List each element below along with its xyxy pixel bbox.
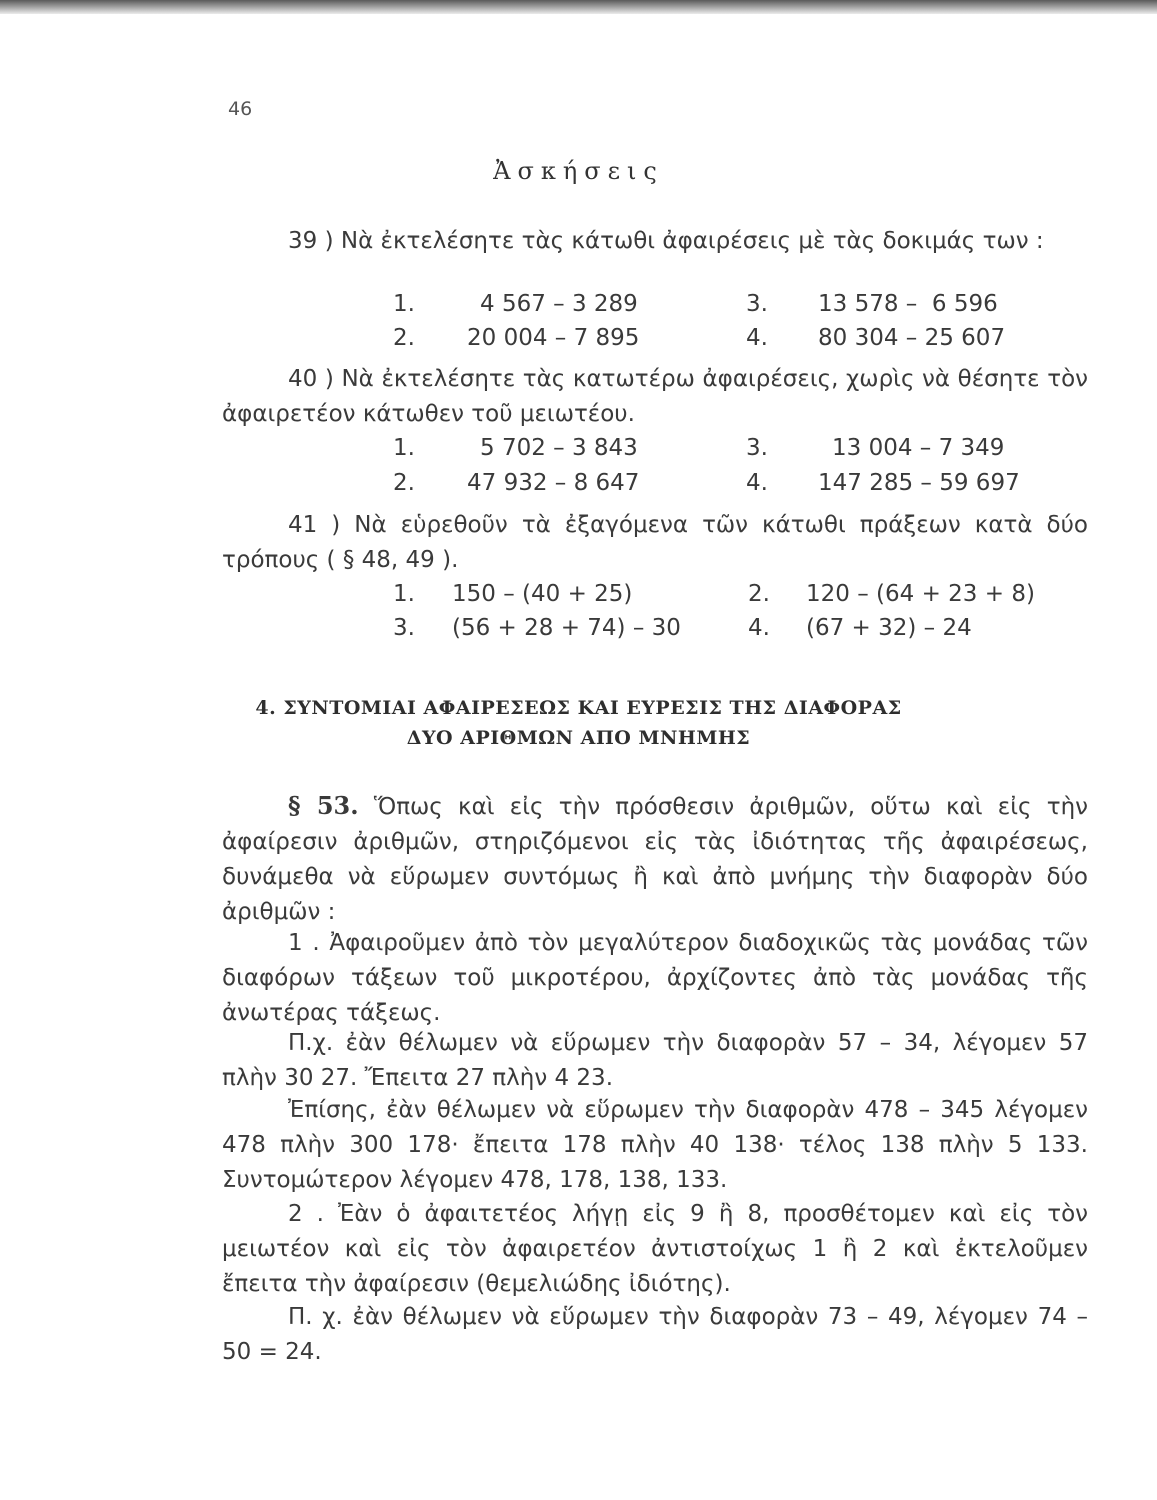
exercise-39-intro: 39 ) Νὰ ἐκτελέσητε τὰς κάτωθι ἀφαιρέσεις μὲ τὰς δοκιμάς των : bbox=[288, 228, 1044, 254]
item-number: 1. bbox=[393, 435, 415, 461]
exercise-41-intro: 41 ) Νὰ εὑρεθοῦν τὰ ἐξαγόμενα τῶν κάτωθι πράξεων κατὰ δύο τρόπους ( § 48, 49 ). bbox=[222, 512, 1088, 573]
exercise-41-row bbox=[0, 578, 1035, 610]
item-expression: 80 304 – 25 607 bbox=[818, 325, 1006, 351]
section-mark: § 53. bbox=[288, 791, 359, 820]
item-number: 3. bbox=[746, 435, 768, 461]
item-expression: (67 + 32) – 24 bbox=[806, 615, 972, 641]
item-expression: 147 285 – 59 697 bbox=[818, 470, 1020, 496]
item-number: 2. bbox=[393, 470, 415, 496]
item-number: 2. bbox=[748, 581, 770, 607]
item-number: 4. bbox=[746, 325, 768, 351]
exercise-40-intro: 40 ) Νὰ ἐκτελέσητε τὰς κατωτέρω ἀφαιρέσεις, χωρὶς νὰ θέσητε τὸν ἀφαιρετέον κάτωθεν τοῦ μειωτέου. bbox=[222, 366, 1088, 427]
item-expression: (56 + 28 + 74) – 30 bbox=[452, 615, 681, 641]
chapter-heading-line-1: 4. ΣΥΝΤΟΜΙΑΙ ΑΦΑΙΡΕΣΕΩΣ ΚΑΙ ΕΥΡΕΣΙΣ ΤΗΣ ΔΙΑΦΟΡΑΣ bbox=[255, 697, 902, 719]
exercise-39-row bbox=[0, 288, 998, 320]
item-number: 1. bbox=[393, 291, 415, 317]
page-number: 46 bbox=[228, 98, 253, 120]
paragraph-53 bbox=[222, 788, 1088, 930]
scan-top-edge bbox=[0, 0, 1157, 14]
item-number: 3. bbox=[393, 615, 415, 641]
example-3: Π. χ. ἐὰν θέλωμεν νὰ εὕρωμεν τὴν διαφορὰν 73 – 49, λέγομεν 74 – 50 = 24. bbox=[222, 1304, 1088, 1365]
item-expression: 20 004 – 7 895 bbox=[467, 325, 640, 351]
example-1: Π.χ. ἐὰν θέλωμεν νὰ εὕρωμεν τὴν διαφορὰν 57 – 34, λέγομεν 57 πλὴν 30 27. Ἔπειτα 27 πλὴν 4 23. bbox=[222, 1030, 1088, 1091]
paragraph-53-text: Ὅπως καὶ εἰς τὴν πρόσθεσιν ἀριθμῶν, οὕτω καὶ εἰς τὴν ἀφαίρεσιν ἀριθμῶν, στηριζόμενοι εἰς τὰς ἰδιότητας τῆς ἀφαιρέσεως, δυνάμεθα νὰ εὕρωμεν συντόμως ἢ καὶ ἀπὸ μνήμης τὴν διαφορὰν δύο ἀριθμῶν : bbox=[222, 794, 1089, 925]
rule-2: 2 . Ἐὰν ὁ ἀφαιτετέος λήγῃ εἰς 9 ἢ 8, προσθέτομεν καὶ εἰς τὸν μειωτέον καὶ εἰς τὸν ἀφαιρετέον ἀντιστοίχως 1 ἢ 2 καὶ ἐκτελοῦμεν ἔπειτα τὴν ἀφαίρεσιν (θεμελιώδης ἰδιότης). bbox=[222, 1201, 1088, 1297]
section-title: Ἀσκήσεις bbox=[493, 157, 664, 185]
item-number: 3. bbox=[746, 291, 768, 317]
rule-1: 1 . Ἀφαιροῦμεν ἀπὸ τὸν μεγαλύτερον διαδοχικῶς τὰς μονάδας τῶν διαφόρων τάξεων τοῦ μικροτέρου, ἀρχίζοντες ἀπὸ τὰς μονάδας τῆς ἀνωτέρας τάξεως. bbox=[222, 930, 1088, 1026]
exercise-40-row bbox=[0, 432, 1005, 464]
item-number: 1. bbox=[393, 581, 415, 607]
item-expression: 4 567 – 3 289 bbox=[480, 291, 638, 317]
item-number: 2. bbox=[393, 325, 415, 351]
exercise-40-row bbox=[0, 467, 1020, 499]
exercise-39-row bbox=[0, 322, 1006, 354]
chapter-heading-line-2: ΔΥΟ ΑΡΙΘΜΩΝ ΑΠΟ ΜΝΗΜΗΣ bbox=[406, 727, 751, 749]
item-expression: 47 932 – 8 647 bbox=[467, 470, 640, 496]
item-number: 4. bbox=[746, 470, 768, 496]
item-expression: 13 578 – 6 596 bbox=[818, 291, 998, 317]
item-number: 4. bbox=[748, 615, 770, 641]
item-expression: 150 – (40 + 25) bbox=[452, 581, 633, 607]
item-expression: 13 004 – 7 349 bbox=[832, 435, 1005, 461]
item-expression: 5 702 – 3 843 bbox=[480, 435, 638, 461]
example-2: Ἐπίσης, ἐὰν θέλωμεν νὰ εὕρωμεν τὴν διαφορὰν 478 – 345 λέγομεν 478 πλὴν 300 178· ἔπειτα 178 πλὴν 40 138· τέλος 138 πλὴν 5 133. Συντομώτερον λέγομεν 478, 178, 138, 133. bbox=[222, 1097, 1088, 1193]
item-expression: 120 – (64 + 23 + 8) bbox=[806, 581, 1035, 607]
exercise-41-row bbox=[0, 612, 972, 644]
